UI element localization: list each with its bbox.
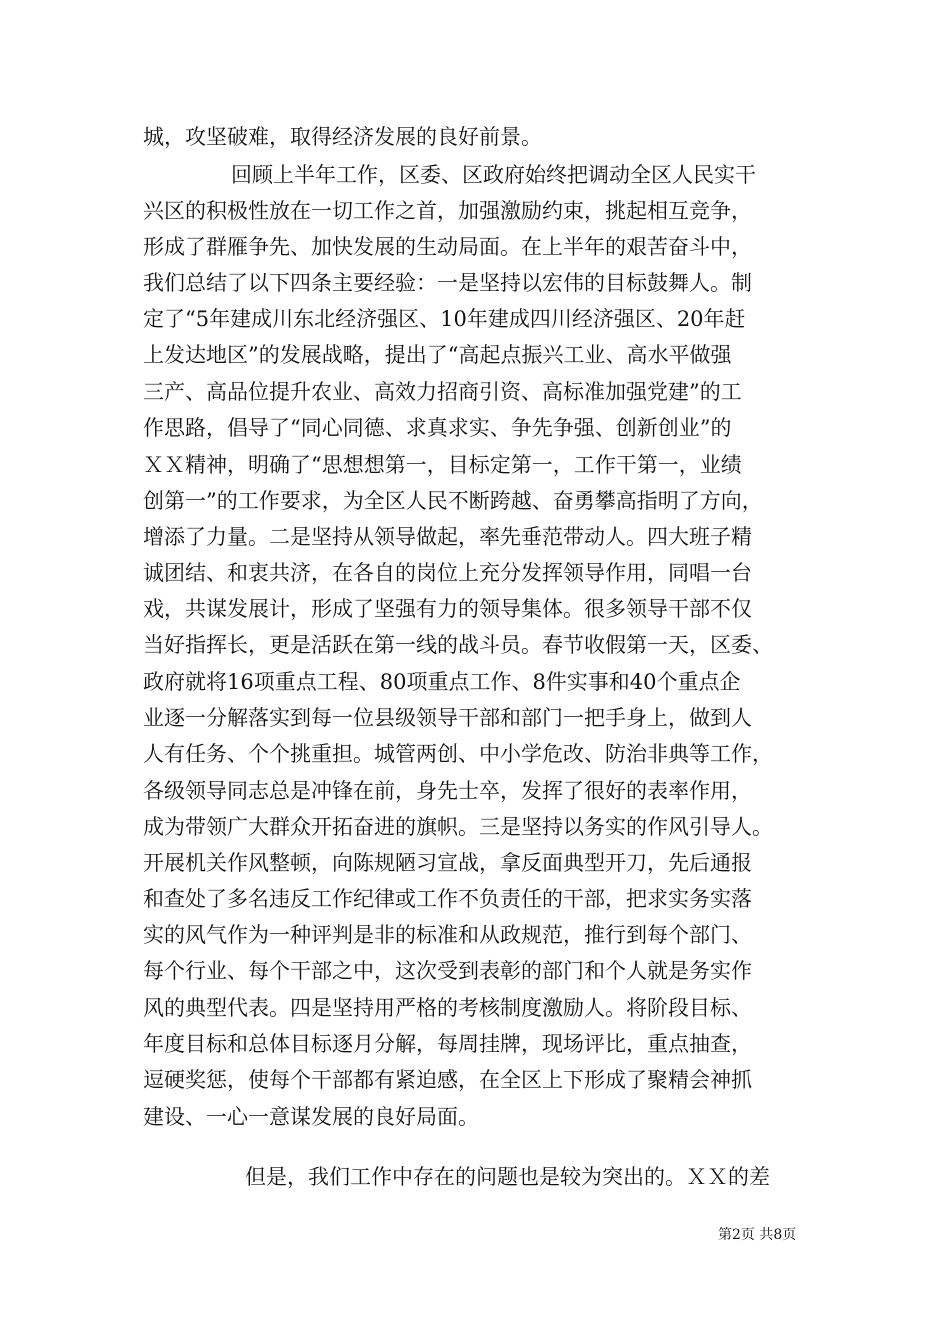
text-line-24: 每个行业、每个干部之中，这次受到表彰的部门和个人就是务实作 <box>143 959 752 983</box>
text-line-29: 但是，我们工作中存在的问题也是较为突出的。ＸＸ的差 <box>245 1165 770 1189</box>
text-line-15: 当好指挥长，更是活跃在第一线的战斗员。春节收假第一天，区委、 <box>143 633 773 657</box>
text-line-27: 逗硬奖惩，使每个干部都有紧迫感，在全区上下形成了聚精会神抓 <box>143 1068 752 1092</box>
text-line-3: 兴区的积极性放在一切工作之首，加强激励约束，挑起相互竞争， <box>143 199 752 223</box>
text-line-9: 作思路，倡导了“同心同德、求真求实、争先争强、创新创业”的 <box>143 416 732 440</box>
text-line-17: 业逐一分解落实到每一位县级领导干部和部门一把手身上，做到人 <box>143 706 752 730</box>
text-line-20: 成为带领广大群众开拓奋进的旗帜。三是坚持以务实的作风引导人。 <box>143 815 773 839</box>
page-number-footer: 第2页 共8页 <box>718 1227 797 1243</box>
text-line-4: 形成了群雁争先、加快发展的生动局面。在上半年的艰苦奋斗中， <box>143 235 752 259</box>
text-line-23: 实的风气作为一种评判是非的标准和从政规范，推行到每个部门、 <box>143 923 752 947</box>
text-line-8: 三产、高品位提升农业、高效力招商引资、高标准加强党建”的工 <box>143 380 742 404</box>
text-line-13: 诚团结、和衷共济，在各自的岗位上充分发挥领导作用，同唱一台 <box>143 561 752 585</box>
text-line-26: 年度目标和总体目标逐月分解，每周挂牌，现场评比，重点抽查， <box>143 1032 752 1056</box>
text-line-10: ＸＸ精神，明确了“思想想第一，目标定第一，工作干第一，业绩 <box>143 453 742 477</box>
text-line-22: 和查处了多名违反工作纪律或工作不负责任的干部，把求实务实落 <box>143 887 752 911</box>
text-line-28: 建设、一心一意谋发展的良好局面。 <box>143 1105 479 1129</box>
text-line-1: 城，攻坚破难，取得经济发展的良好前景。 <box>143 125 542 149</box>
text-line-11: 创第一”的工作要求，为全区人民不断跨越、奋勇攀高指明了方向， <box>143 489 763 513</box>
text-line-18: 人有任务、个个挑重担。城管两创、中小学危改、防治非典等工作， <box>143 742 773 766</box>
text-line-6: 定了“5年建成川东北经济强区、10年建成四川经济强区、20年赶 <box>143 307 746 331</box>
text-line-2: 回顾上半年工作，区委、区政府始终把调动全区人民实干 <box>231 163 756 187</box>
text-line-12: 增添了力量。二是坚持从领导做起，率先垂范带动人。四大班子精 <box>143 525 752 549</box>
text-line-5: 我们总结了以下四条主要经验：一是坚持以宏伟的目标鼓舞人。制 <box>143 271 752 295</box>
text-line-19: 各级领导同志总是冲锋在前，身先士卒，发挥了很好的表率作用， <box>143 779 752 803</box>
text-line-21: 开展机关作风整顿，向陈规陋习宣战，拿反面典型开刀，先后通报 <box>143 851 752 875</box>
text-line-16: 政府就将16项重点工程、80项重点工作、8件实事和40个重点企 <box>143 670 741 694</box>
text-line-7: 上发达地区”的发展战略，提出了“高起点振兴工业、高水平做强 <box>143 343 732 367</box>
text-line-25: 风的典型代表。四是坚持用严格的考核制度激励人。将阶段目标、 <box>143 996 752 1020</box>
text-line-14: 戏，共谋发展计，形成了坚强有力的领导集体。很多领导干部不仅 <box>143 597 752 621</box>
